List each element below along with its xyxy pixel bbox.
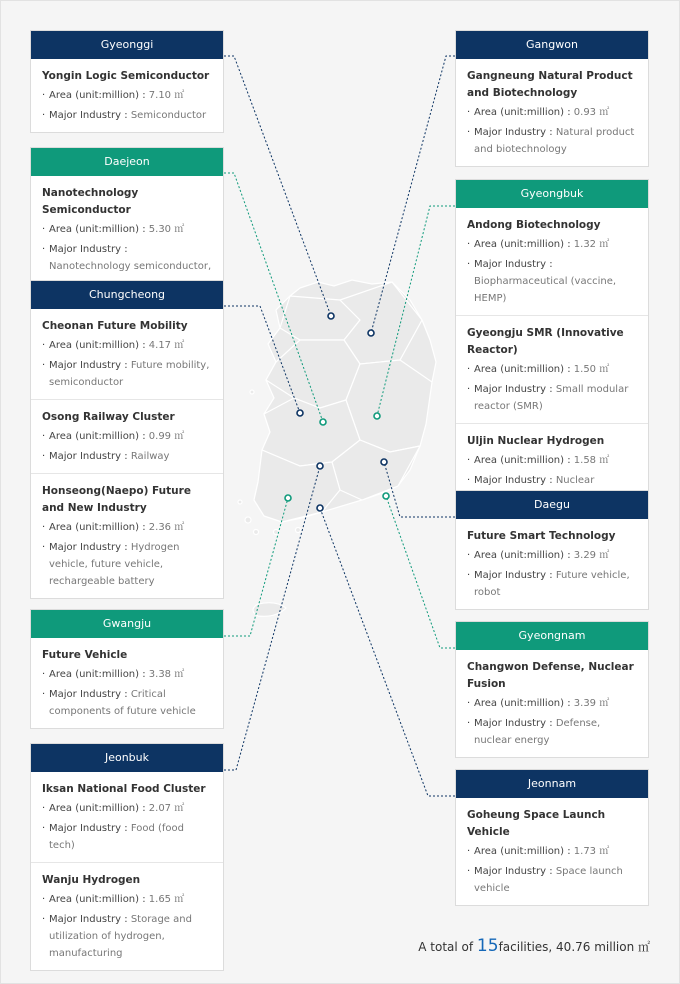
facility-area: · Area (unit:million) : 0.99 ㎡ <box>42 428 212 445</box>
facility-industry: · Major Industry : Future vehicle, robot <box>467 567 637 601</box>
facility-item <box>31 638 223 728</box>
region-card-daejeon <box>30 147 224 301</box>
connector-jeonnam <box>320 508 455 796</box>
total-count: 15 <box>476 936 499 956</box>
facility-area: · Area (unit:million) : 3.39 ㎡ <box>467 695 637 712</box>
facility-item <box>31 862 223 970</box>
facility-item <box>456 650 648 757</box>
facility-industry: · Major Industry : Biopharmaceutical (vaccine, HEMP) <box>467 256 637 307</box>
facility-area: · Area (unit:million) : 3.38 ㎡ <box>42 666 212 683</box>
facility-area: · Area (unit:million) : 1.58 ㎡ <box>467 452 637 469</box>
marker-gangwon <box>368 330 374 336</box>
marker-chungcheong <box>297 410 303 416</box>
region-header: Gyeongnam <box>456 622 648 650</box>
facility-name: Changwon Defense, Nuclear Fusion <box>467 661 634 690</box>
facility-name: Uljin Nuclear Hydrogen <box>467 435 605 447</box>
facility-name: Gangneung Natural Product and Biotechnology <box>467 70 633 99</box>
facility-area: · Area (unit:million) : 7.10 ㎡ <box>42 87 212 104</box>
facility-item <box>456 315 648 423</box>
facility-item <box>31 59 223 132</box>
region-header: Chungcheong <box>31 281 223 309</box>
region-header: Gyeongbuk <box>456 180 648 208</box>
facility-industry: · Major Industry : Food (food tech) <box>42 820 212 854</box>
facility-name: Nanotechnology Semiconductor <box>42 187 139 216</box>
facility-industry: · Major Industry : Nuclear <box>467 472 637 506</box>
map-landmass <box>238 280 436 616</box>
facility-area: · Area (unit:million) : 1.73 ㎡ <box>467 843 637 860</box>
region-header: Gangwon <box>456 31 648 59</box>
facility-item <box>31 772 223 862</box>
facility-area: · Area (unit:million) : 2.07 ㎡ <box>42 800 212 817</box>
region-header: Daegu <box>456 491 648 519</box>
marker-gyeongbuk <box>374 413 380 419</box>
facility-industry: · Major Industry : Defense, nuclear energy <box>467 715 637 749</box>
region-header: Gwangju <box>31 610 223 638</box>
facility-industry: · Major Industry : Hydrogen vehicle, future vehicle, rechargeable battery <box>42 539 212 590</box>
facility-area: · Area (unit:million) : 4.17 ㎡ <box>42 337 212 354</box>
facility-name: Osong Railway Cluster <box>42 411 175 423</box>
region-header: Gyeonggi <box>31 31 223 59</box>
facility-item <box>31 399 223 473</box>
facility-industry: · Major Industry : Railway <box>42 448 212 465</box>
facility-name: Honseong(Naepo) Future and New Industry <box>42 485 191 514</box>
facility-industry: · Major Industry : Future mobility, semiconductor <box>42 357 212 391</box>
facility-name: Yongin Logic Semiconductor <box>42 70 210 82</box>
marker-gyeongnam <box>383 493 389 499</box>
facility-name: Future Smart Technology <box>467 530 616 542</box>
facility-area: · Area (unit:million) : 1.32 ㎡ <box>467 236 637 253</box>
facility-name: Andong Biotechnology <box>467 219 601 231</box>
marker-jeonnam <box>317 505 323 511</box>
facility-item <box>31 309 223 399</box>
facility-item <box>31 473 223 598</box>
facility-name: Iksan National Food Cluster <box>42 783 206 795</box>
region-card-gyeongbuk <box>455 179 649 515</box>
region-card-gangwon <box>455 30 649 167</box>
region-card-daegu <box>455 490 649 610</box>
connector-gyeonggi <box>224 56 331 316</box>
facility-name: Future Vehicle <box>42 649 128 661</box>
region-header: Jeonbuk <box>31 744 223 772</box>
facility-area: · Area (unit:million) : 1.50 ㎡ <box>467 361 637 378</box>
facility-industry: · Major Industry : Critical components of future vehicle <box>42 686 212 720</box>
facility-industry: · Major Industry : Small modular reactor (SMR) <box>467 381 637 415</box>
facility-industry: · Major Industry : Semiconductor <box>42 107 212 124</box>
facility-area: · Area (unit:million) : 0.93 ㎡ <box>467 104 637 121</box>
region-card-gwangju <box>30 609 224 729</box>
facility-item <box>456 59 648 166</box>
region-card-gyeongnam <box>455 621 649 758</box>
facility-name: Goheung Space Launch Vehicle <box>467 809 606 838</box>
marker-gwangju <box>285 495 291 501</box>
facility-area: · Area (unit:million) : 1.65 ㎡ <box>42 891 212 908</box>
marker-daegu <box>381 459 387 465</box>
region-header: Daejeon <box>31 148 223 176</box>
facility-area: · Area (unit:million) : 3.29 ㎡ <box>467 547 637 564</box>
total-summary: A total of 15facilities, 40.76 million ㎡ <box>418 936 650 956</box>
facility-industry: · Major Industry : Storage and utilization of hydrogen, manufacturing <box>42 911 212 962</box>
facility-name: Gyeongju SMR (Innovative Reactor) <box>467 327 624 356</box>
facility-area: · Area (unit:million) : 2.36 ㎡ <box>42 519 212 536</box>
facility-industry: · Major Industry : Space launch vehicle <box>467 863 637 897</box>
connector-gyeongnam <box>386 496 455 648</box>
facility-item <box>456 519 648 609</box>
facility-name: Cheonan Future Mobility <box>42 320 188 332</box>
marker-daejeon <box>320 419 326 425</box>
facility-industry: · Major Industry : Natural product and biotechnology <box>467 124 637 158</box>
facility-name: Wanju Hydrogen <box>42 874 141 886</box>
marker-gyeonggi <box>328 313 334 319</box>
facility-industry: · Major Industry : Nanotechnology semiconductor, <box>42 241 212 292</box>
region-card-chungcheong <box>30 280 224 599</box>
region-card-gyeonggi <box>30 30 224 133</box>
region-header: Jeonnam <box>456 770 648 798</box>
marker-jeonbuk <box>317 463 323 469</box>
facility-item <box>456 208 648 315</box>
region-card-jeonbuk <box>30 743 224 971</box>
facility-item <box>456 798 648 905</box>
facility-area: · Area (unit:million) : 5.30 ㎡ <box>42 221 212 238</box>
region-card-jeonnam <box>455 769 649 906</box>
